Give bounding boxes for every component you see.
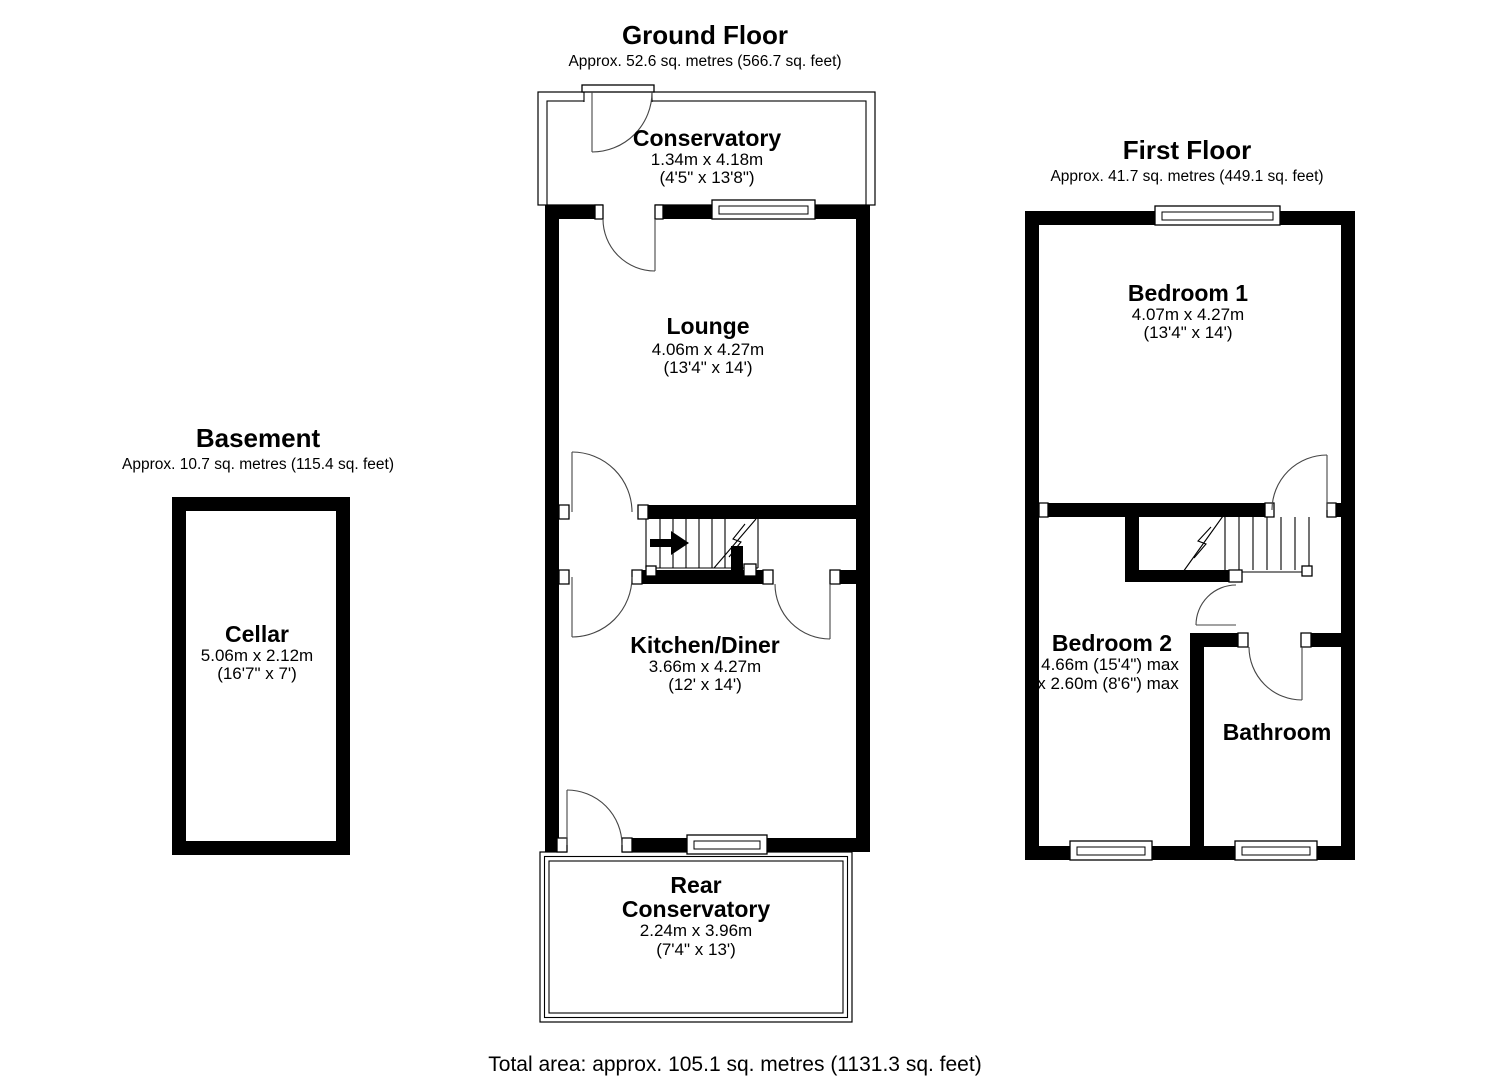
- bathroom-window: [1235, 841, 1317, 860]
- cellar-dims-ft: (16'7" x 7'): [217, 664, 297, 683]
- stairs-up-arrow-icon: [650, 531, 689, 555]
- conservatory-label: Conservatory: [632, 125, 782, 151]
- lounge-dims-m: 4.06m x 4.27m: [651, 340, 765, 359]
- bedroom1-dims-ft: (13'4" x 14'): [1143, 323, 1233, 342]
- bedroom1-dims-m: 4.07m x 4.27m: [1131, 305, 1245, 324]
- rear-conservatory-dims-ft: (7'4" x 13'): [656, 940, 736, 959]
- kitchen-diner-label: Kitchen/Diner: [630, 632, 780, 658]
- ground-floor-plan: [538, 20, 875, 1022]
- basement-area: Approx. 10.7 sq. metres (115.4 sq. feet): [122, 456, 394, 473]
- basement-title: Basement: [195, 423, 321, 453]
- first-floor-area: Approx. 41.7 sq. metres (449.1 sq. feet): [1050, 168, 1324, 185]
- bedroom1-window: [1155, 206, 1280, 225]
- rear-conservatory-dims-m: 2.24m x 3.96m: [639, 921, 753, 940]
- bedroom1-label: Bedroom 1: [1127, 280, 1249, 306]
- door-swing-arc: [1249, 647, 1302, 700]
- kitchen-diner-dims-m: 3.66m x 4.27m: [648, 657, 762, 676]
- bedroom2-label: Bedroom 2: [1051, 630, 1173, 656]
- gf-exterior-walls: [545, 205, 870, 852]
- conservatory-dims-ft: (4'5" x 13'8"): [659, 168, 755, 187]
- basement-plan: [122, 423, 394, 855]
- rear-conservatory-label-line1: Rear: [670, 872, 722, 898]
- bedroom2-window: [1070, 841, 1152, 860]
- lounge-dims-ft: (13'4" x 14'): [663, 358, 753, 377]
- ground-floor-title: Ground Floor: [621, 20, 789, 50]
- ff-door-openings: [1248, 501, 1327, 649]
- door-swing-arc: [603, 219, 655, 271]
- conservatory-door-frame: [582, 85, 654, 92]
- conservatory-dims-m: 1.34m x 4.18m: [650, 150, 764, 169]
- kitchen-diner-dims-ft: (12' x 14'): [668, 675, 742, 694]
- first-floor-title: First Floor: [1122, 135, 1252, 165]
- total-area-text: Total area: approx. 105.1 sq. metres (1131.3 sq. feet): [488, 1053, 982, 1076]
- bathroom-label: Bathroom: [1222, 719, 1332, 745]
- lounge-label: Lounge: [666, 313, 750, 339]
- ff-staircase: [1183, 516, 1312, 576]
- first-floor-plan: [1025, 135, 1355, 860]
- stair-treads: [1225, 517, 1295, 570]
- door-swing-arc: [775, 584, 830, 639]
- bedroom2-bathroom-wall: [1190, 633, 1204, 846]
- cellar-dims-m: 5.06m x 2.12m: [200, 646, 314, 665]
- stair-bottom-wall: [1125, 570, 1229, 582]
- kitchen-window: [687, 835, 767, 854]
- lounge-window: [712, 200, 815, 219]
- bedroom2-dims-line1: 4.66m (15'4") max: [1041, 655, 1179, 674]
- door-swing-arc: [1196, 585, 1236, 625]
- ground-floor-area: Approx. 52.6 sq. metres (566.7 sq. feet): [568, 53, 842, 70]
- bedroom2-dims-line2: x 2.60m (8'6") max: [1037, 674, 1179, 693]
- stair-winder-line: [1183, 516, 1225, 572]
- cellar-label: Cellar: [225, 621, 289, 647]
- rear-conservatory-label-line2: Conservatory: [621, 896, 771, 922]
